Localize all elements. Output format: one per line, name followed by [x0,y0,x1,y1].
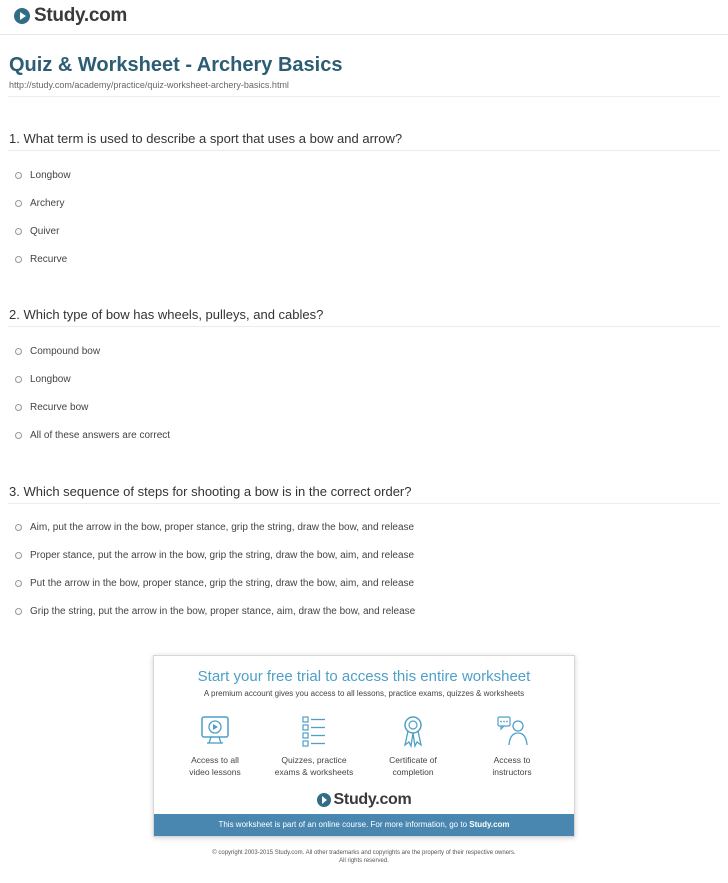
radio-button[interactable] [15,552,22,559]
promo-logo-text: Study.com [333,791,412,808]
course-info-bar [154,814,574,836]
answer-label: Grip the string, put the arrow in the bow, proper stance, aim, draw the bow, and release [30,606,416,617]
question-divider [8,326,720,327]
radio-button[interactable] [15,376,22,383]
feature-certificate [363,714,463,778]
checklist-icon [298,714,330,748]
promo-logo[interactable] [154,791,574,809]
question-1: 1. What term is used to describe a sport that uses a bow and arrow? [9,131,403,146]
answer-label: Recurve bow [30,402,89,413]
answer-option[interactable] [15,198,64,209]
answer-option[interactable] [15,402,88,413]
free-trial-promo[interactable] [153,655,575,837]
video-lesson-icon [199,714,231,748]
answer-label: Proper stance, put the arrow in the bow, grip the string, draw the bow, aim, and release [30,550,415,561]
feature-label: Access to all video lessons [189,755,241,777]
play-circle-icon [317,793,331,807]
answer-option[interactable] [15,170,71,181]
radio-button[interactable] [15,580,22,587]
answer-label: Put the arrow in the bow, proper stance, grip the string, draw the bow, aim, and release [30,578,415,589]
logo-text: Study.com [34,5,128,26]
study-logo[interactable] [14,5,127,27]
instructor-chat-icon [496,714,528,748]
answer-option[interactable] [15,550,414,561]
answer-label: Archery [30,198,65,209]
question-3: 3. Which sequence of steps for shooting a bow is in the correct order? [9,484,412,499]
feature-video-lessons [165,714,265,778]
radio-button[interactable] [15,608,22,615]
answer-option[interactable] [15,606,415,617]
radio-button[interactable] [15,228,22,235]
answer-option[interactable] [15,254,67,265]
feature-label: Access to instructors [492,755,532,777]
radio-button[interactable] [15,432,22,439]
radio-button[interactable] [15,200,22,207]
question-2: 2. Which type of bow has wheels, pulleys, and cables? [9,307,324,322]
answer-label: Aim, put the arrow in the bow, proper stance, grip the string, draw the bow, and release [30,522,415,533]
answer-label: Quiver [30,226,60,237]
radio-button[interactable] [15,256,22,263]
answer-option[interactable] [15,578,414,589]
play-circle-icon [14,8,30,24]
answer-option[interactable] [15,374,71,385]
copyright [0,849,728,865]
promo-subtitle: A premium account gives you access to all lessons, practice exams, quizzes & worksheets [203,689,525,698]
answer-option[interactable] [15,430,170,441]
feature-quizzes [264,714,364,778]
copyright-line: All rights reserved. [339,858,389,864]
answer-option[interactable] [15,226,59,237]
answer-option[interactable] [15,522,414,533]
promo-title[interactable]: Start your free trial to access this entire worksheet [197,668,531,685]
page-title: Quiz & Worksheet - Archery Basics [9,54,343,76]
feature-instructors [462,714,562,778]
page-url: http://study.com/academy/practice/quiz-worksheet-archery-basics.html [9,80,289,90]
radio-button[interactable] [15,348,22,355]
answer-label: All of these answers are correct [30,430,171,441]
radio-button[interactable] [15,524,22,531]
answer-label: Recurve [30,254,68,265]
answer-label: Longbow [30,374,71,385]
title-divider [8,96,720,97]
copyright-line: © copyright 2003-2015 Study.com. All other trademarks and copyrights are the property of their respective owners. [212,850,516,856]
answer-option[interactable] [15,346,100,357]
radio-button[interactable] [15,172,22,179]
feature-label: Quizzes, practice exams & worksheets [274,755,354,777]
radio-button[interactable] [15,404,22,411]
header-divider [0,34,728,35]
answer-label: Longbow [30,170,71,181]
answer-label: Compound bow [30,346,101,357]
question-divider [8,150,720,151]
question-divider [8,503,720,504]
course-info-text: This worksheet is part of an online course. For more information, go to [218,820,470,829]
certificate-ribbon-icon [397,714,429,748]
study-link[interactable]: Study.com [469,820,510,829]
feature-label: Certificate of completion [389,755,437,777]
